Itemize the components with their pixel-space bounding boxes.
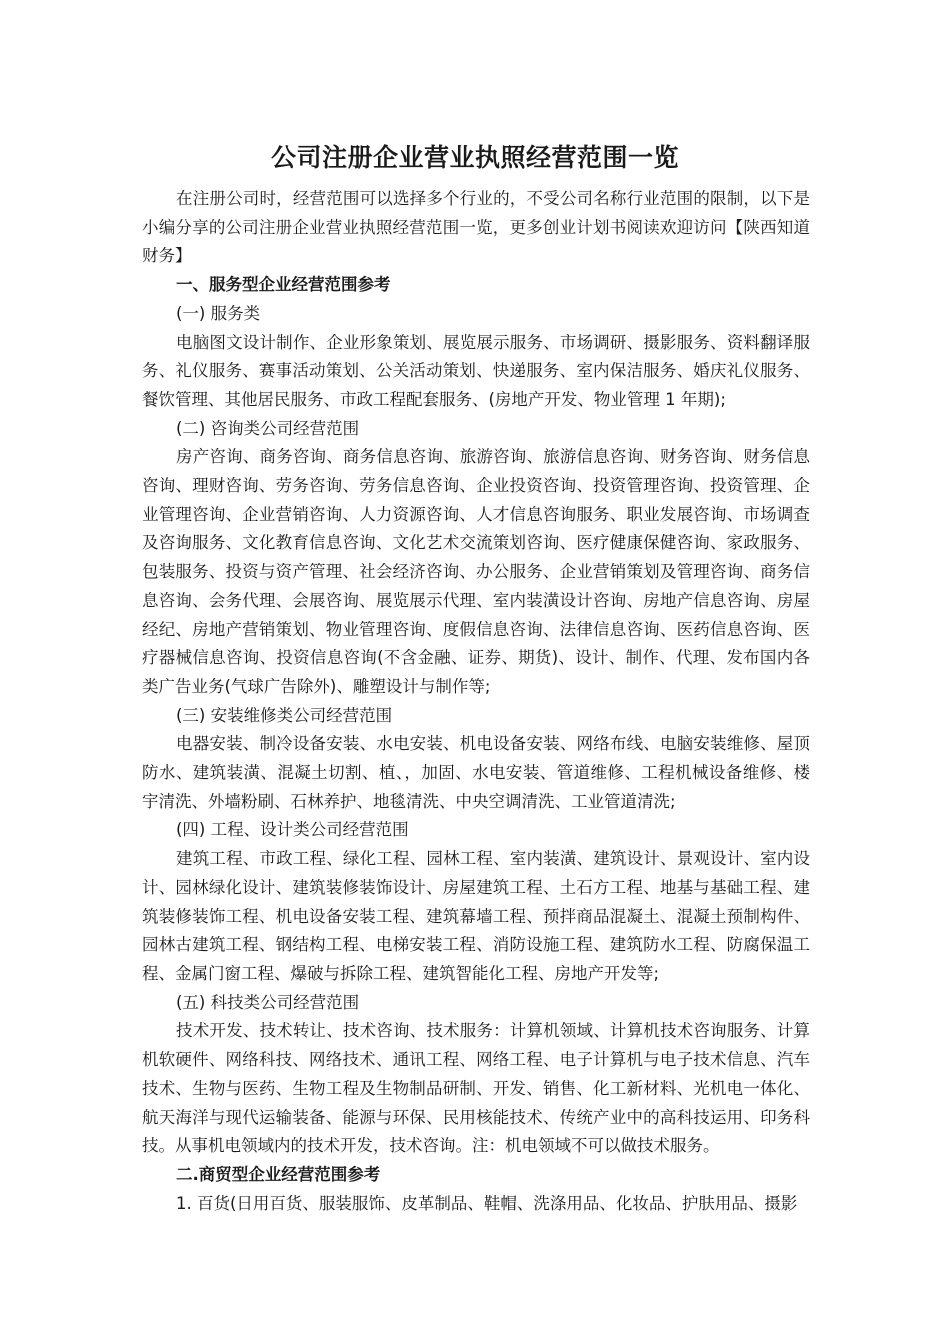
subsection-label: (五) 科技类公司经营范围 [176, 992, 360, 1012]
section-heading: 一、服务型企业经营范围参考 [176, 275, 391, 295]
subsection-text: 建筑工程、市政工程、绿化工程、园林工程、室内装潢、建筑设计、景观设计、室内设计、园林绿化设计、建筑装修装饰设计、房屋建筑工程、土石方工程、地基与基础工程、建筑装修装饰工程、机电设备安装工程、建筑幕墙工程、预拌商品混凝土、混凝土预制构件、园林古建筑工程、钢结构工程、电梯安装工程、消防设施工程、建筑防水工程、防腐保温工程、金属门窗工程、爆破与拆除工程、建筑智能化工程、房地产开发等; [142, 849, 810, 983]
document-body [142, 185, 810, 1218]
subsection-label: (一) 服务类 [176, 303, 261, 323]
subsection-label: (二) 咨询类公司经营范围 [176, 418, 360, 438]
subsection-text: 电器安装、制冷设备安装、水电安装、机电设备安装、网络布线、电脑安装维修、屋顶防水、建筑装潢、混凝土切割、植、，加固、水电安装、管道维修、工程机械设备维修、楼宇清洗、外墙粉刷、石林养护、地毯清洗、中央空调清洗、工业管道清洗; [142, 734, 810, 811]
subsection-label: (三) 安装维修类公司经营范围 [176, 705, 393, 725]
subsection-text: 电脑图文设计制作、企业形象策划、展览展示服务、市场调研、摄影服务、资料翻译服务、礼仪服务、赛事活动策划、公关活动策划、快递服务、室内保洁服务、婚庆礼仪服务、餐饮管理、其他居民服务、市政工程配套服务、(房地产开发、物业管理 1 年期); [142, 332, 810, 409]
subsection-text: 1. 百货(日用百货、服装服饰、皮革制品、鞋帽、洗涤用品、化妆品、护肤用品、摄影 [176, 1193, 798, 1213]
section-heading: 二.商贸型企业经营范围参考 [176, 1164, 381, 1184]
document-title: 公司注册企业营业执照经营范围一览 [270, 143, 679, 172]
intro-paragraph: 在注册公司时，经营范围可以选择多个行业的，不受公司名称行业范围的限制，以下是小编分享的公司注册企业营业执照经营范围一览，更多创业计划书阅读欢迎访问【陕西知道财务】 [142, 189, 810, 266]
subsection-text: 技术开发、技术转让、技术咨询、技术服务：计算机领域、计算机技术咨询服务、计算机软硬件、网络科技、网络技术、通讯工程、网络工程、电子计算机与电子技术信息、汽车技术、生物与医药、生物工程及生物制品研制、开发、销售、化工新材料、光机电一体化、航天海洋与现代运输装备、能源与环保、民用核能技术、传统产业中的高科技运用、印务科技。从事机电领域内的技术开发，技术咨询。注：机电领域不可以做技术服务。 [142, 1021, 810, 1156]
subsection-text: 房产咨询、商务咨询、商务信息咨询、旅游咨询、旅游信息咨询、财务咨询、财务信息咨询、理财咨询、劳务咨询、劳务信息咨询、企业投资咨询、投资管理咨询、投资管理、企业管理咨询、企业营销咨询、人力资源咨询、人才信息咨询服务、职业发展咨询、市场调查及咨询服务、文化教育信息咨询、文化艺术交流策划咨询、医疗健康保健咨询、家政服务、包装服务、投资与资产管理、社会经济咨询、办公服务、企业营销策划及管理咨询、商务信息咨询、会务代理、会展咨询、展览展示代理、室内装潢设计咨询、房地产信息咨询、房屋经纪、房地产营销策划、物业管理咨询、度假信息咨询、法律信息咨询、医药信息咨询、医疗器械信息咨询、投资信息咨询(不含金融、证券、期货)、设计、制作、代理、发布国内各类广告业务(气球广告除外)、雕塑设计与制作等; [142, 447, 810, 696]
subsection-label: (四) 工程、设计类公司经营范围 [176, 820, 409, 840]
